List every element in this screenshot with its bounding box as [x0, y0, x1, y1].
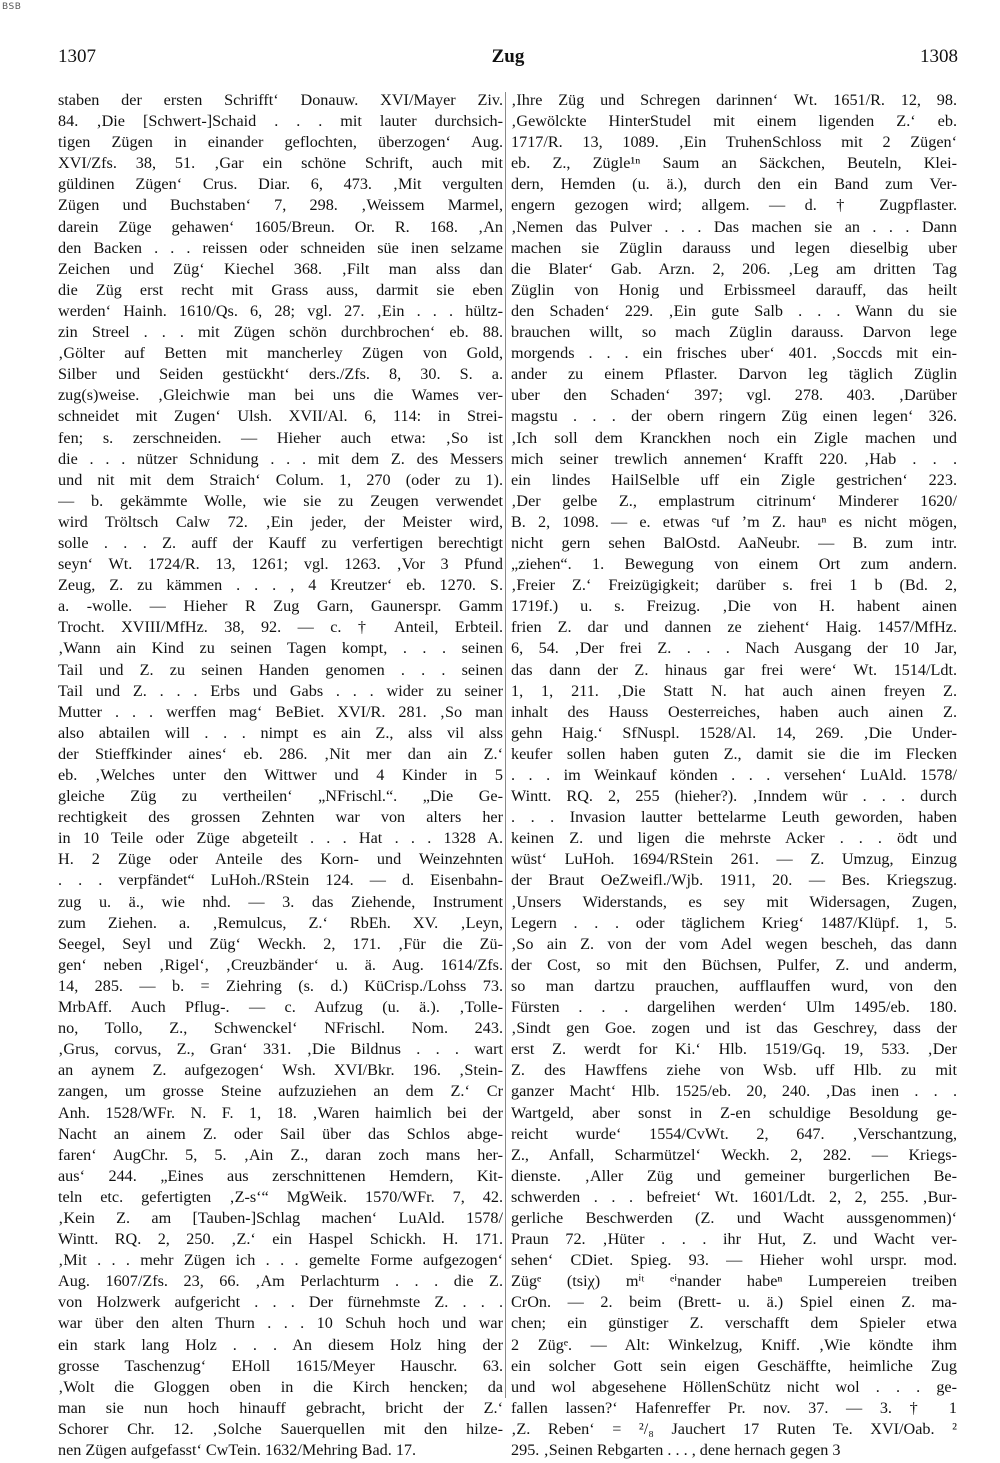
- left-column-line: zangen, um grosse Steine aufzuziehen an dem Z.‘ Cr: [58, 1082, 503, 1101]
- right-column-line: 1717/R. 13, 1089. ‚Ein TruhenSchloss mit 2 Zügen‘: [511, 133, 957, 152]
- left-column-line: gen‘ neben ‚Rigel‘, ‚Creuzbänder‘ u. ä. Aug. 1614/Zfs.: [58, 955, 503, 974]
- left-column-line: Aug. 1607/Zfs. 23, 66. ‚Am Perlachturm . . . die Z.: [58, 1272, 503, 1291]
- left-column-line: den Backen . . . reissen oder schneiden süe inen selzame: [58, 238, 503, 257]
- right-column-line: Züglin von Honig und Erbissmeel darauff, das heilt: [511, 280, 957, 299]
- left-column-line: tigen Zügen in einander geflochten, überzogen‘ Aug.: [58, 133, 503, 152]
- right-column-line: Fürsten . . . dargelihen werden‘ Ulm 1495/eb. 180.: [511, 998, 957, 1017]
- right-column-line: und wol abgesehene HöllenSchütz nicht wol . . . ge-: [511, 1377, 957, 1396]
- right-column-line: magstu . . . der obern ringern Züg einen legen‘ 326.: [511, 407, 957, 426]
- right-column-line: morgends . . . ein frisches uber‘ 401. ‚Soccds mit ein-: [511, 344, 957, 363]
- left-column-line: . . . verpfändet“ LuHoh./RStein 124. — d. Eisenbahn-: [58, 871, 503, 890]
- left-column-line: an aynem Z. aufgezogen‘ Wsh. XVI/Bkr. 196. ‚Stein-: [58, 1061, 503, 1080]
- left-column-line: ‚Grus, corvus, Z., Gran‘ 331. ‚Die Bildnus . . . wart: [58, 1040, 503, 1059]
- left-column-line: werden‘ Hainh. 1610/Qs. 6, 28; vgl. 27. ‚Ein . . . hültz-: [58, 301, 503, 320]
- left-column-line: zug u. ä., wie nhd. — 3. das Ziehende, Instrument: [58, 892, 503, 911]
- right-column-line: nicht gern sehen BalOstd. AaNeubr. — B. zum intr.: [511, 533, 957, 552]
- left-column-line: Mutter . . . werffen mag‘ BeBiet. XVI/R. 281. ‚So man: [58, 702, 503, 721]
- left-column-line: Anh. 1528/WFr. N. F. 1, 18. ‚Waren haimlich bei der: [58, 1103, 503, 1122]
- left-column-line: der Stieffkinder aines‘ eb. 286. ‚Nit mer dan ain Z.‘: [58, 744, 503, 763]
- left-column-line: ‚Kein Z. am [Tauben-]Schlag machen‘ LuAld. 1578/: [58, 1208, 503, 1227]
- left-column: [58, 90, 503, 1461]
- page-title: Zug: [491, 46, 525, 67]
- left-column-line: gleiche Züg zu vertheilen‘ „NFrischl.“. „Die Ge-: [58, 787, 503, 806]
- right-column-line: ‚Der gelbe Z., emplastrum citrinum‘ Minderer 1620/: [511, 491, 957, 510]
- left-column-line: rechtigkeit des grossen Zehnten war von alters her: [58, 808, 503, 827]
- right-column-line: ganzer Macht‘ Hlb. 1525/eb. 20, 240. ‚Das inen . . .: [511, 1082, 957, 1101]
- right-column-line: die Blater‘ Gab. Arzn. 2, 206. ‚Leg am dritten Tag: [511, 259, 957, 278]
- left-column-line: MrbAff. Auch Pflug-. — c. Aufzug (u. ä.). ‚Tolle-: [58, 998, 503, 1017]
- right-column-line: 2 Zügᵉ. — Alt: Winkelzug, Kniff. ‚Wie köndte ihm: [511, 1335, 957, 1354]
- left-column-line: Zügen und Buchstaben‘ 7, 298. ‚Weissem Marmel,: [58, 196, 503, 215]
- left-column-line: ‚Wolt die Gloggen oben in die Kirch hencken; da: [58, 1377, 503, 1396]
- right-column-line: schwerden . . . befreiet‘ Wt. 1601/Ldt. 2, 2, 255. ‚Bur-: [511, 1187, 957, 1206]
- left-column-line: faren‘ AugChr. 5, 5. ‚Ain Z., daran zoch mans her-: [58, 1145, 503, 1164]
- left-column-line: also abtailen will . . . nimpt es ain Z., alss vil alss: [58, 723, 503, 742]
- left-column-line: Schorer Chr. 12. ‚Solche Sauerquellen mit den hilze-: [58, 1419, 503, 1438]
- left-column-line: in 10 Teile oder Züge abgeteilt . . . Hat . . . 1328 A.: [58, 829, 503, 848]
- left-column-line: zug(s)weise. ‚Gleichwie man bei uns die Wames ver-: [58, 386, 503, 405]
- left-column-line: güldinen Zügen‘ Crus. Diar. 6, 473. ‚Mit vergulten: [58, 175, 503, 194]
- left-column-line: H. 2 Züge oder Anteile des Korn- und Weinzehnten: [58, 850, 503, 869]
- right-column-line: brauchen willt, so mach Züglin darauss. Darvon lege: [511, 323, 957, 342]
- right-column-line: ‚Unsers Widerstands, es sey mit Widersagen, Zugen,: [511, 892, 957, 911]
- right-column-line: ‚So ain Z. von der vom Adel wegen bescheh, das dann: [511, 934, 957, 953]
- left-column-line: die . . . nützer Schnidung . . . mit dem Z. des Messers: [58, 449, 503, 468]
- right-column-line: chen; ein günstiger Z. verschafft dem Spieler etwa: [511, 1314, 957, 1333]
- right-column-line: 295. ‚Seinen Rebgarten . . . , dene hernach gegen 3: [511, 1441, 841, 1459]
- left-column-line: darein Züge gehawen‘ 1605/Breun. Or. R. 168. ‚An: [58, 217, 503, 236]
- left-column-line: 84. ‚Die [Schwert-]Schaid . . . mit lauter durchsich-: [58, 112, 503, 131]
- left-column-line: von Holzwerk aufgericht . . . Der fürnehmste Z. . . .: [58, 1293, 503, 1312]
- right-column-line: CrOn. — 2. beim (Brett- u. ä.) Spiel einen Z. ma-: [511, 1293, 957, 1312]
- right-column-line: Legern . . . oder täglichem Krieg‘ 1487/Klüpf. 1, 5.: [511, 913, 957, 932]
- right-column-line: so man dartzu prauchen, aufflauffen wurd, von den: [511, 976, 957, 995]
- right-column-line: . . . im Weinkauf könden . . . versehen‘ LuAld. 1578/: [511, 766, 957, 784]
- right-column-line: ‚Nemen das Pulver . . . Das machen sie an . . . Dann: [511, 217, 957, 236]
- left-column-line: teln etc. gefertigten ‚Z-s‘“ MgWeik. 1570/WFr. 7, 42.: [58, 1187, 503, 1206]
- left-column-line: die Züg erst recht mit Grass auss, darmit sie eben: [58, 280, 503, 299]
- left-column-line: ‚Mit . . . mehr Zügen ich . . . gemelte Forme aufgezogen‘: [58, 1251, 503, 1270]
- left-column-line: eb. ‚Welches unter den Wittwer und 4 Kinder in 5: [58, 766, 503, 784]
- right-column-line: Z., Anfall, Scharmützel‘ Weckh. 2, 282. — Kriegs-: [511, 1145, 957, 1164]
- right-column-line: Z. des Hawffens ziehe von Wsb. uff Hlb. zu mit: [511, 1061, 957, 1080]
- right-column-line: Wintt. RQ. 2, 255 (hieher?). ‚Inndem wür . . . durch: [511, 787, 957, 806]
- left-column-line: Nacht an ainem Z. oder Sail über das Schlos abge-: [58, 1124, 503, 1143]
- left-column-line: und nit mit dem Straich‘ Colum. 1, 270 (oder zu 1).: [58, 470, 503, 489]
- right-column-line: mich seiner trewlich annemen‘ Krafft 220. ‚Hab . . .: [511, 449, 957, 468]
- right-column-line: ‚Sindt gen Goe. zogen und ist das Geschrey, dass der: [511, 1019, 957, 1038]
- left-column-line: Trocht. XVIII/MfHz. 38, 92. — c. † Anteil, Erbteil.: [58, 618, 503, 637]
- right-column-line: sehen‘ CDiet. Spieg. 93. — Hieher wohl urspr. mod.: [511, 1251, 957, 1270]
- left-column-line: Tail und Z. zu seinen Handen genomen . . . seinen: [58, 660, 503, 679]
- right-column-line: ‚Gewölckte HinterStudel mit einem ligenden Z.‘ eb.: [511, 112, 957, 131]
- column-divider: [505, 92, 506, 1398]
- right-column-line: . . . Invasion lautter bettelarme Leuth geworden, haben: [511, 808, 957, 827]
- right-column-line: 1, 1, 211. ‚Die Statt N. hat auch ainen freyen Z.: [511, 681, 957, 700]
- left-column-line: zum Ziehen. a. ‚Remulcus, Z.‘ RbEh. XV. ‚Leyn,: [58, 913, 503, 932]
- right-column-line: reicht wurde‘ 1554/CvWt. 2, 647. ‚Verschantzung,: [511, 1124, 957, 1143]
- left-column-line: seyn‘ Wt. 1724/R. 13, 1261; vgl. 1263. ‚Vor 3 Pfund: [58, 555, 503, 574]
- right-column-line: ander zu einem Pflaster. Darvon leg täglich Züglin: [511, 365, 957, 384]
- right-column-line: dienste. ‚Aller Züg und gemeiner burgerlichen Be-: [511, 1166, 957, 1185]
- right-column-line: 1719f.) u. s. Freizug. ‚Die von H. habent ainen: [511, 597, 957, 616]
- left-column-line: zin Streel . . . mit Zügen schön durchbrochen‘ eb. 88.: [58, 323, 503, 342]
- right-column-line: Praun 72. ‚Hüter . . . ihr Hut, Z. und Wacht ver-: [511, 1230, 957, 1249]
- right-column-line: ‚Ihre Züg und Schregen darinnen‘ Wt. 1651/R. 12, 98.: [511, 91, 957, 109]
- right-column-line: gerliche Beschwerden (Z. und Wacht aussgenommen)‘: [511, 1208, 957, 1227]
- right-column-line: Zügᵉ (tsiχ) mⁱᵗ ᵉⁱnander habeⁿ Lumpereien treiben: [511, 1272, 957, 1291]
- right-column-line: erst Z. werdt for Ki.‘ Hlb. 1519/Gq. 19, 533. ‚Der: [511, 1040, 957, 1059]
- left-column-line: aus‘ 244. „Eines aus zerschnittenen Hemdern, Kit-: [58, 1166, 503, 1185]
- right-column-line: wüst‘ LuHoh. 1694/RStein 261. — Z. Umzug, Einzug: [511, 850, 957, 869]
- left-column-line: Zeug, Z. zu kämmen . . . , 4 Kreutzer‘ eb. 1270. S.: [58, 576, 503, 595]
- left-column-line: XVI/Zfs. 38, 51. ‚Gar ein schöne Schrift, auch mit: [58, 154, 503, 173]
- right-column-line: Wartgeld, aber sonst in Z-en schuldige Besoldung ge-: [511, 1103, 957, 1122]
- right-column-line: gehn Haig.‘ SfNuspl. 1528/Al. 14, 269. ‚Die Under-: [511, 723, 957, 742]
- left-column-line: ‚Gölter auf Betten mit mancherley Zügen von Gold,: [58, 344, 503, 363]
- right-column-line: der Braut OeZweifl./Wjb. 1911, 20. — Bes. Kriegszug.: [511, 871, 957, 890]
- right-column-line: der Cost, so mit den Büchsen, Pulfer, Z. und anderm,: [511, 955, 957, 974]
- right-column-line: engern gezogen wird; allgem. — d. † Zugpflaster.: [511, 196, 957, 215]
- left-column-line: Silber und Seiden gestückht‘ ders./Zfs. 8, 30. S. a.: [58, 365, 503, 384]
- page-number-left: 1307: [58, 46, 96, 67]
- right-column-line: machen sie Züglin darauss und legen dieselbig uber: [511, 238, 957, 257]
- right-column-line: keinen Z. und ligen die mehrste Acker . . . ödt und: [511, 829, 957, 848]
- left-column-line: 14, 285. — b. = Ziehring (s. d.) KüCrisp./Lohss 73.: [58, 976, 503, 995]
- right-column-line: ein lindes HailSelble uff ein Zigle gestrichen‘ 223.: [511, 470, 957, 489]
- right-column-line: ein solcher Gott sein eigen Geschäffte, heimliche Zug: [511, 1356, 957, 1375]
- left-column-line: Zeichen und Züg‘ Kiechel 368. ‚Filt man alss dan: [58, 259, 503, 278]
- left-column-line: grosse Taschenzug‘ EHoll 1615/Meyer Hauschr. 63.: [58, 1356, 503, 1375]
- right-column: [511, 90, 957, 1461]
- right-column-line: dern, Hemden (u. ä.), durch den ein Band zum Ver-: [511, 175, 957, 194]
- left-column-line: ein stark lang Holz . . . An diesem Holz hing der: [58, 1335, 503, 1354]
- right-column-line: uber den Schaden‘ 397; vgl. 278. 403. ‚Darüber: [511, 386, 957, 405]
- left-column-line: wird Tröltsch Calw 72. ‚Ein jeder, der Meister wird,: [58, 512, 503, 531]
- right-column-line: keufer sollen haben guten Z., damit sie die im Flecken: [511, 744, 957, 763]
- left-column-line: schneidet mit Zugen‘ Ulsh. XVII/Al. 6, 114: in Strei-: [58, 407, 503, 426]
- left-column-line: man sie nun hoch hinauff gebracht, bricht der Z.‘: [58, 1398, 503, 1417]
- right-column-line: B. 2, 1098. — e. etwas ᵉuf ’m Z. hauⁿ es nicht mögen,: [511, 512, 957, 531]
- left-column-line: — b. gekämmte Wolle, wie sie zu Zeugen verwendet: [58, 491, 503, 510]
- page-header: [58, 46, 958, 74]
- left-column-line: Tail und Z. . . . Erbs und Gabs . . . wider zu seiner: [58, 681, 503, 700]
- left-column-line: a. -wolle. — Hieher R Zug Garn, Gaunerspr. Gamm: [58, 597, 503, 616]
- page-number-right: 1308: [920, 46, 958, 67]
- right-column-line: eb. Z., Zügle¹ⁿ Saum an Säckchen, Beuteln, Klei-: [511, 154, 957, 173]
- right-column-line: fallen lassen?‘ Hafenreffer Pr. nov. 37. — 3. † 1: [511, 1398, 957, 1417]
- right-column-line: ‚Freier Z.‘ Freizügigkeit; darüber s. frei 1 b (Bd. 2,: [511, 576, 957, 595]
- left-column-line: Seegel, Seyl und Züg‘ Weckh. 2, 171. ‚Für die Zü-: [58, 934, 503, 953]
- left-column-line: staben der ersten Schrifft‘ Donauw. XVI/Mayer Ziv.: [58, 91, 503, 109]
- left-column-line: ‚Wann ain Kind zu seinen Tagen kompt, . . . seinen: [58, 639, 503, 658]
- left-column-line: war über den alten Thurn . . . 10 Schuh hoch und war: [58, 1314, 503, 1333]
- left-column-line: solle . . . Z. auff der Kauff zu verfertigen berechtigt: [58, 533, 503, 552]
- left-column-line: Wintt. RQ. 2, 250. ‚Z.‘ ein Haspel Schickh. H. 171.: [58, 1230, 503, 1249]
- right-column-line: „ziehen“. 1. Bewegung von einem Ort zum andern.: [511, 555, 957, 574]
- right-column-line: inhalt des Hauss Oesterreiches, haben auch ainen Z.: [511, 702, 957, 721]
- left-column-line: fen; s. zerschneiden. — Hieher auch etwa: ‚So ist: [58, 428, 503, 447]
- left-column-line: nen Zügen aufgefasst‘ CwTein. 1632/Mehring Bad. 17.: [58, 1441, 417, 1459]
- right-column-line: 6, 54. ‚Der frei Z. . . . Nach Ausgang der 10 Jar,: [511, 639, 957, 658]
- left-column-line: no, Tollo, Z., Schwenckel‘ NFrischl. Nom. 243.: [58, 1019, 503, 1038]
- right-column-line: frien Z. dar und dannen ze ziehent‘ Haig. 1457/MfHz.: [511, 618, 957, 637]
- right-column-line: ‚Ich soll dem Kranckhen noch ein Zigle machen und: [511, 428, 957, 447]
- right-column-line: ‚Z. Reben‘ = ²/₈ Jauchert 17 Ruten Te. XVI/Oab. ²: [511, 1419, 957, 1438]
- right-column-line: das dann der Z. hinaus gar frei were‘ Wt. 1514/Ldt.: [511, 660, 957, 679]
- right-column-line: den Schaden‘ 229. ‚Ein gute Salb . . . Wann du sie: [511, 301, 957, 320]
- library-stamp: BSB: [2, 2, 22, 12]
